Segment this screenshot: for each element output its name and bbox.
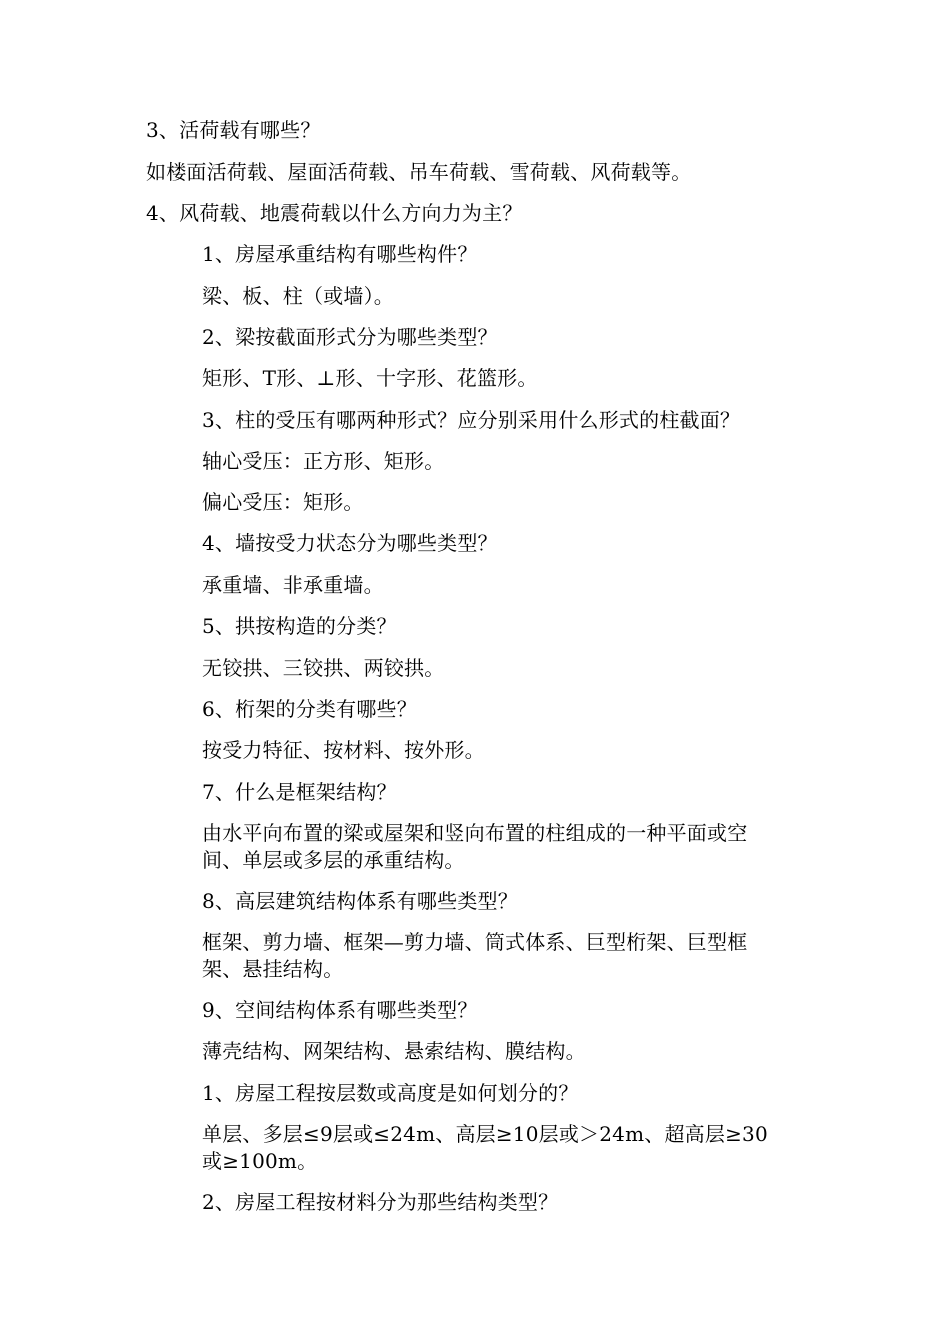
question-3-live-load: 3、活荷载有哪些？ xyxy=(146,118,321,142)
answer-3-eccentric: 偏心受压：矩形。 xyxy=(202,490,364,514)
answer-7-frame-line-1: 由水平向布置的梁或屋架和竖向布置的柱组成的一种平面或空 xyxy=(202,821,748,845)
answer-8-highrise-line-1: 框架、剪力墙、框架—剪力墙、筒式体系、巨型桁架、巨型框 xyxy=(202,930,748,954)
question-1-building-classification: 1、房屋工程按层数或高度是如何划分的？ xyxy=(202,1081,579,1105)
answer-6-truss: 按受力特征、按材料、按外形。 xyxy=(202,738,485,762)
question-4-wall-types: 4、墙按受力状态分为哪些类型？ xyxy=(202,531,498,555)
question-1-load-bearing-members: 1、房屋承重结构有哪些构件？ xyxy=(202,242,478,266)
answer-1-building-classification-line-2: 或≥100m。 xyxy=(202,1149,318,1173)
question-9-spatial: 9、空间结构体系有哪些类型？ xyxy=(202,998,478,1022)
question-3-column-compression: 3、柱的受压有哪两种形式？应分别采用什么形式的柱截面？ xyxy=(202,408,741,432)
question-8-highrise: 8、高层建筑结构体系有哪些类型？ xyxy=(202,889,518,913)
answer-1-load-bearing-members: 梁、板、柱（或墙）。 xyxy=(202,284,394,308)
answer-9-spatial: 薄壳结构、网架结构、悬索结构、膜结构。 xyxy=(202,1039,586,1063)
answer-3-axial: 轴心受压：正方形、矩形。 xyxy=(202,449,445,473)
answer-4-wall-types: 承重墙、非承重墙。 xyxy=(202,573,384,597)
question-5-arch: 5、拱按构造的分类？ xyxy=(202,614,397,638)
answer-7-frame-line-2: 间、单层或多层的承重结构。 xyxy=(202,848,465,872)
question-6-truss: 6、桁架的分类有哪些？ xyxy=(202,697,417,721)
answer-3-live-load: 如楼面活荷载、屋面活荷载、吊车荷载、雪荷载、风荷载等。 xyxy=(146,160,692,184)
question-2-material-structure: 2、房屋工程按材料分为那些结构类型？ xyxy=(202,1190,559,1214)
answer-8-highrise-line-2: 架、悬挂结构。 xyxy=(202,957,344,981)
answer-1-building-classification-line-1: 单层、多层≤9层或≤24m、高层≥10层或＞24m、超高层≥30 xyxy=(202,1122,768,1146)
question-4-wind-seismic: 4、风荷载、地震荷载以什么方向力为主？ xyxy=(146,201,523,225)
answer-2-beam-sections: 矩形、T形、⊥形、十字形、花篮形。 xyxy=(202,366,538,390)
question-7-frame: 7、什么是框架结构？ xyxy=(202,780,397,804)
question-2-beam-sections: 2、梁按截面形式分为哪些类型？ xyxy=(202,325,498,349)
answer-5-arch: 无铰拱、三铰拱、两铰拱。 xyxy=(202,656,445,680)
